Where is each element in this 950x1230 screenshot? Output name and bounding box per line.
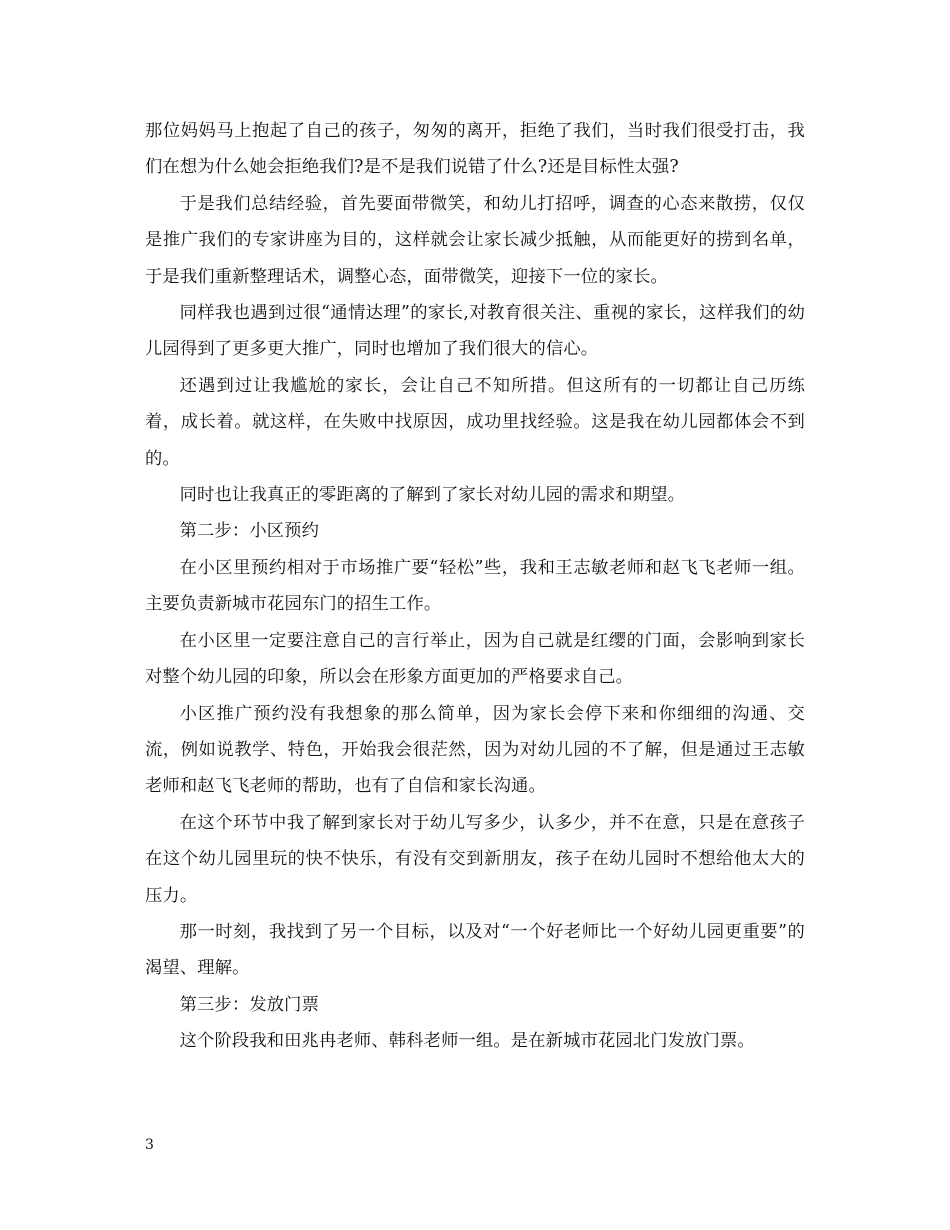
paragraph-continued: 那位妈妈马上抱起了自己的孩子，匆匆的离开，拒绝了我们，当时我们很受打击，我们在想为什么她会拒绝我们?是不是我们说错了什么?还是目标性太强?	[145, 121, 805, 178]
paragraph: 这个阶段我和田兆冉老师、韩科老师一组。是在新城市花园北门发放门票。	[179, 1031, 755, 1052]
paragraph: 在小区里一定要注意自己的言行举止，因为自己就是红缨的门面，会影响到家长对整个幼儿园的印象，所以会在形象方面更加的严格要求自己。	[145, 630, 805, 688]
paragraph: 那一时刻，我找到了另一个目标，以及对“一个好老师比一个好幼儿园更重要”的渴望、理解。	[145, 921, 805, 979]
paragraph: 同时也让我真正的零距离的了解到了家长对幼儿园的需求和期望。	[179, 485, 686, 506]
section-heading-step-two: 第二步：小区预约	[179, 521, 320, 542]
section-heading-step-three: 第三步：发放门票	[179, 994, 320, 1015]
paragraph: 还遇到过让我尴尬的家长，会让自己不知所措。但这所有的一切都让自己历练着，成长着。就这样，在失败中找原因，成功里找经验。这是我在幼儿园都体会不到的。	[145, 375, 805, 469]
page-number: 3	[145, 1137, 154, 1153]
paragraph: 于是我们总结经验，首先要面带微笑，和幼儿打招呼，调查的心态来散捞，仅仅是推广我们的专家讲座为目的，这样就会让家长减少抵触，从而能更好的捞到名单，于是我们重新整理话术，调整心态，面带微笑，迎接下一位的家长。	[145, 193, 805, 287]
paragraph: 小区推广预约没有我想象的那么简单，因为家长会停下来和你细细的沟通、交流，例如说教学、特色，开始我会很茫然，因为对幼儿园的不了解，但是通过王志敏老师和赵飞飞老师的帮助，也有了自信和家长沟通。	[145, 703, 805, 797]
paragraph: 同样我也遇到过很“通情达理”的家长,对教育很关注、重视的家长，这样我们的幼儿园得到了更多更大推广，同时也增加了我们很大的信心。	[145, 303, 805, 360]
paragraph: 在小区里预约相对于市场推广要“轻松”些，我和王志敏老师和赵飞飞老师一组。主要负责新城市花园东门的招生工作。	[145, 557, 805, 615]
document-body	[145, 113, 805, 1060]
paragraph: 在这个环节中我了解到家长对于幼儿写多少，认多少，并不在意，只是在意孩子在这个幼儿园里玩的快不快乐，有没有交到新朋友，孩子在幼儿园时不想给他太大的压力。	[145, 812, 805, 906]
